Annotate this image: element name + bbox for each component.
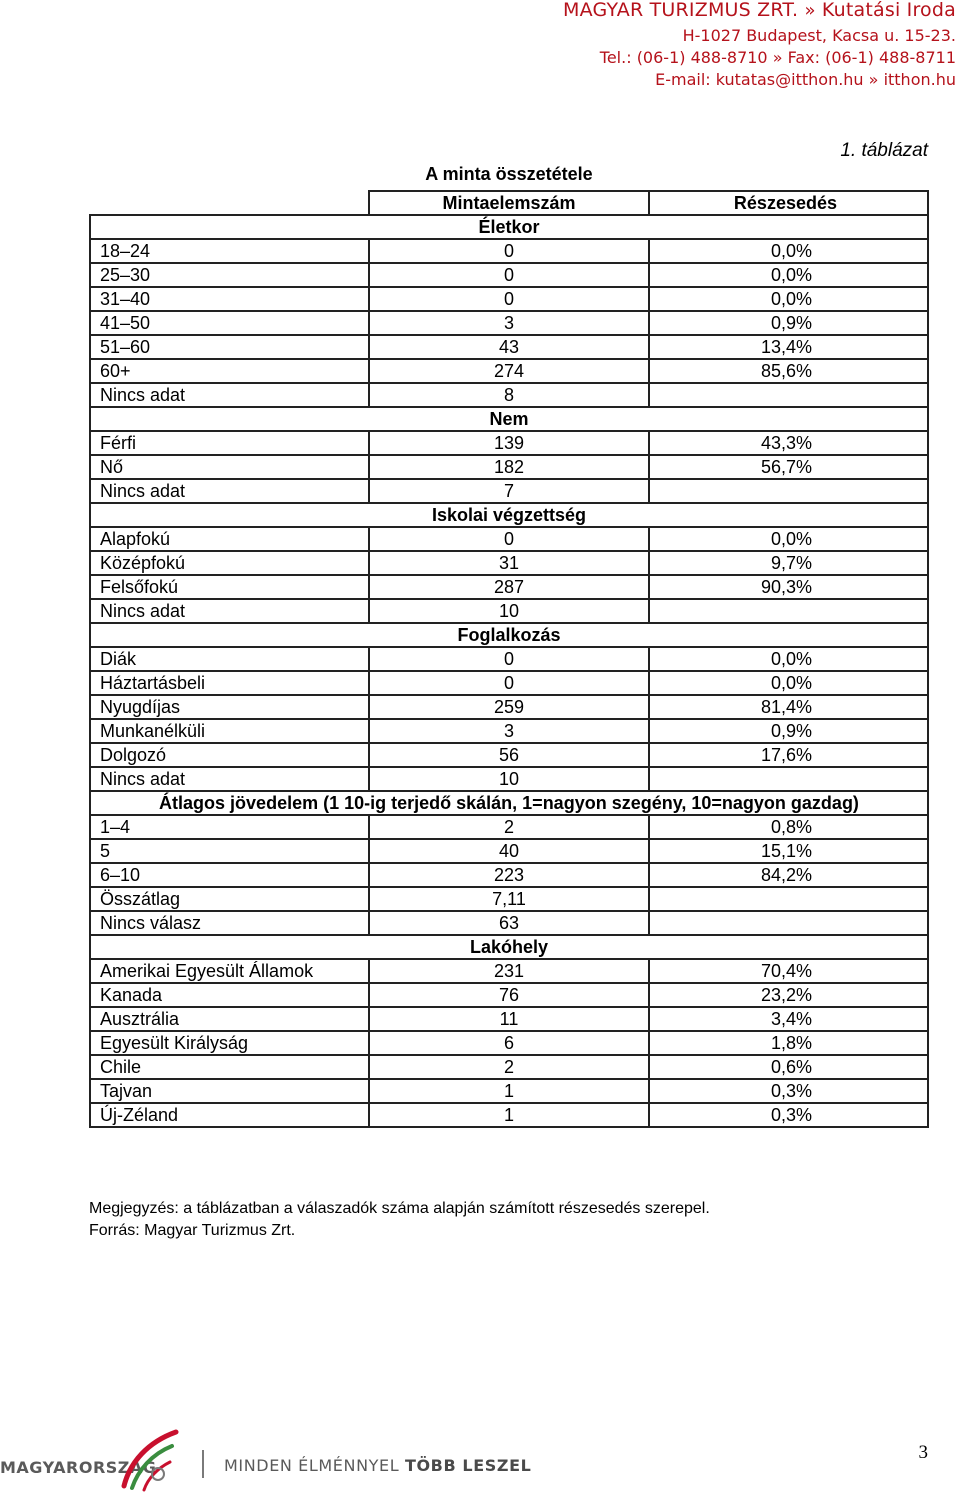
magyarorszag-logo-text: MAGYARORSZÁG xyxy=(0,1458,157,1477)
section-title: Iskolai végzettség xyxy=(90,503,928,527)
table-row xyxy=(90,671,928,695)
row-count: 56 xyxy=(369,743,649,767)
row-share xyxy=(649,383,928,407)
table-header-row xyxy=(90,191,928,215)
address: H-1027 Budapest, Kacsa u. 15-23. xyxy=(682,26,956,45)
table-row xyxy=(90,575,928,599)
table-row xyxy=(90,383,928,407)
section-title: Lakóhely xyxy=(90,935,928,959)
section-header-row xyxy=(90,623,928,647)
header-blank-cell xyxy=(90,191,369,215)
row-count: 2 xyxy=(369,1055,649,1079)
row-share: 0,8% xyxy=(649,815,928,839)
row-count: 31 xyxy=(369,551,649,575)
row-label: 25–30 xyxy=(90,263,369,287)
row-share: 0,0% xyxy=(649,239,928,263)
table-row xyxy=(90,887,928,911)
table-row xyxy=(90,983,928,1007)
table-row xyxy=(90,695,928,719)
table-row xyxy=(90,551,928,575)
table-row xyxy=(90,1007,928,1031)
table-body xyxy=(90,191,928,1127)
row-label: Chile xyxy=(90,1055,369,1079)
row-share xyxy=(649,479,928,503)
table-row xyxy=(90,335,928,359)
row-label: Középfokú xyxy=(90,551,369,575)
row-count: 0 xyxy=(369,671,649,695)
row-label: 51–60 xyxy=(90,335,369,359)
row-share: 85,6% xyxy=(649,359,928,383)
website: itthon.hu xyxy=(883,70,956,89)
row-share: 15,1% xyxy=(649,839,928,863)
row-count: 259 xyxy=(369,695,649,719)
row-share: 84,2% xyxy=(649,863,928,887)
fax: Fax: (06-1) 488-8711 xyxy=(787,48,956,67)
table-row xyxy=(90,599,928,623)
row-count: 3 xyxy=(369,719,649,743)
row-label: Alapfokú xyxy=(90,527,369,551)
row-label: Amerikai Egyesült Államok xyxy=(90,959,369,983)
row-label: Nő xyxy=(90,455,369,479)
row-label: Új-Zéland xyxy=(90,1103,369,1127)
row-label: 6–10 xyxy=(90,863,369,887)
row-share: 17,6% xyxy=(649,743,928,767)
row-label: Dolgozó xyxy=(90,743,369,767)
row-label: Nincs adat xyxy=(90,767,369,791)
section-title: Életkor xyxy=(90,215,928,239)
row-share: 0,0% xyxy=(649,287,928,311)
row-count: 10 xyxy=(369,767,649,791)
slogan-bold: TÖBB LESZEL xyxy=(404,1456,532,1475)
contact-email-web xyxy=(563,69,956,91)
row-share: 0,0% xyxy=(649,671,928,695)
page-footer xyxy=(0,1428,960,1494)
column-header-count: Mintaelemszám xyxy=(369,191,649,215)
table-row xyxy=(90,911,928,935)
row-count: 274 xyxy=(369,359,649,383)
table-note: Megjegyzés: a táblázatban a válaszadók száma alapján számított részesedés szerepel. xyxy=(89,1200,710,1217)
table-row xyxy=(90,647,928,671)
row-share: 0,3% xyxy=(649,1079,928,1103)
table-source: Forrás: Magyar Turizmus Zrt. xyxy=(89,1222,296,1239)
row-label: Nincs adat xyxy=(90,599,369,623)
row-count: 63 xyxy=(369,911,649,935)
slogan-regular: MINDEN ÉLMÉNNYEL xyxy=(224,1456,400,1475)
section-header-row xyxy=(90,215,928,239)
row-count: 0 xyxy=(369,239,649,263)
page-number: 3 xyxy=(918,1442,928,1463)
row-share: 23,2% xyxy=(649,983,928,1007)
table-caption: 1. táblázat xyxy=(840,140,928,161)
row-count: 6 xyxy=(369,1031,649,1055)
section-header-row xyxy=(90,935,928,959)
table-row xyxy=(90,287,928,311)
row-label: Nyugdíjas xyxy=(90,695,369,719)
phone: Tel.: (06-1) 488-8710 xyxy=(599,48,768,67)
row-share: 0,0% xyxy=(649,527,928,551)
row-share: 0,9% xyxy=(649,311,928,335)
company-name: MAGYAR TURIZMUS ZRT. xyxy=(563,0,799,21)
section-title: Átlagos jövedelem (1 10-ig terjedő skálán, 1=nagyon szegény, 10=nagyon gazdag) xyxy=(90,791,928,815)
row-share: 0,6% xyxy=(649,1055,928,1079)
table-row xyxy=(90,839,928,863)
row-share: 90,3% xyxy=(649,575,928,599)
row-label: Összátlag xyxy=(90,887,369,911)
row-label: 60+ xyxy=(90,359,369,383)
row-count: 76 xyxy=(369,983,649,1007)
row-count: 1 xyxy=(369,1079,649,1103)
row-share: 56,7% xyxy=(649,455,928,479)
section-title: Nem xyxy=(90,407,928,431)
section-title: Foglalkozás xyxy=(90,623,928,647)
section-header-row xyxy=(90,407,928,431)
table-row xyxy=(90,1079,928,1103)
row-count: 287 xyxy=(369,575,649,599)
row-label: 18–24 xyxy=(90,239,369,263)
row-count: 40 xyxy=(369,839,649,863)
row-share xyxy=(649,767,928,791)
section-header-row xyxy=(90,791,928,815)
table-row xyxy=(90,263,928,287)
row-label: Nincs válasz xyxy=(90,911,369,935)
row-label: 41–50 xyxy=(90,311,369,335)
contact-phone-fax xyxy=(563,47,956,69)
table-row xyxy=(90,959,928,983)
row-share xyxy=(649,887,928,911)
row-share: 1,8% xyxy=(649,1031,928,1055)
table-row xyxy=(90,1103,928,1127)
table-title: A minta összetétele xyxy=(425,164,593,184)
row-label: Háztartásbeli xyxy=(90,671,369,695)
row-share: 70,4% xyxy=(649,959,928,983)
row-count: 7,11 xyxy=(369,887,649,911)
letterhead-company-line xyxy=(563,0,956,21)
email: E-mail: kutatas@itthon.hu xyxy=(655,70,864,89)
row-count: 1 xyxy=(369,1103,649,1127)
table-row xyxy=(90,311,928,335)
column-header-share: Részesedés xyxy=(649,191,928,215)
table-row xyxy=(90,479,928,503)
row-count: 0 xyxy=(369,287,649,311)
row-label: Kanada xyxy=(90,983,369,1007)
row-label: Tajvan xyxy=(90,1079,369,1103)
table-row xyxy=(90,719,928,743)
division-name: Kutatási Iroda xyxy=(821,0,956,21)
row-label: Diák xyxy=(90,647,369,671)
row-share: 81,4% xyxy=(649,695,928,719)
row-count: 182 xyxy=(369,455,649,479)
table-row xyxy=(90,815,928,839)
row-share xyxy=(649,599,928,623)
row-count: 2 xyxy=(369,815,649,839)
row-count: 10 xyxy=(369,599,649,623)
row-count: 223 xyxy=(369,863,649,887)
row-count: 0 xyxy=(369,647,649,671)
table-row xyxy=(90,743,928,767)
company-separator: » xyxy=(804,0,816,21)
table-notes xyxy=(89,1198,710,1242)
row-count: 43 xyxy=(369,335,649,359)
row-share: 0,3% xyxy=(649,1103,928,1127)
row-count: 3 xyxy=(369,311,649,335)
row-label: Felsőfokú xyxy=(90,575,369,599)
row-label: Ausztrália xyxy=(90,1007,369,1031)
row-label: Munkanélküli xyxy=(90,719,369,743)
row-count: 0 xyxy=(369,263,649,287)
row-count: 231 xyxy=(369,959,649,983)
table-row xyxy=(90,359,928,383)
letterhead xyxy=(563,0,956,91)
row-count: 0 xyxy=(369,527,649,551)
row-share: 3,4% xyxy=(649,1007,928,1031)
contact-separator: » xyxy=(868,70,879,89)
row-share: 43,3% xyxy=(649,431,928,455)
row-label: Nincs adat xyxy=(90,479,369,503)
row-share xyxy=(649,911,928,935)
row-share: 9,7% xyxy=(649,551,928,575)
row-label: 1–4 xyxy=(90,815,369,839)
table-row xyxy=(90,1055,928,1079)
table-row xyxy=(90,239,928,263)
footer-slogan xyxy=(224,1456,531,1475)
contact-separator: » xyxy=(772,48,783,67)
footer-divider xyxy=(202,1450,204,1478)
row-label: Nincs adat xyxy=(90,383,369,407)
row-share: 13,4% xyxy=(649,335,928,359)
row-label: 31–40 xyxy=(90,287,369,311)
row-label: 5 xyxy=(90,839,369,863)
table-row xyxy=(90,1031,928,1055)
row-count: 11 xyxy=(369,1007,649,1031)
table-row xyxy=(90,431,928,455)
row-label: Férfi xyxy=(90,431,369,455)
table-row xyxy=(90,767,928,791)
table-row xyxy=(90,455,928,479)
row-share: 0,0% xyxy=(649,263,928,287)
section-header-row xyxy=(90,503,928,527)
row-count: 7 xyxy=(369,479,649,503)
table-row xyxy=(90,863,928,887)
table-row xyxy=(90,527,928,551)
row-share: 0,0% xyxy=(649,647,928,671)
row-label: Egyesült Királyság xyxy=(90,1031,369,1055)
row-share: 0,9% xyxy=(649,719,928,743)
sample-composition-table xyxy=(89,190,929,1128)
row-count: 139 xyxy=(369,431,649,455)
row-count: 8 xyxy=(369,383,649,407)
magyarorszag-logo-icon xyxy=(118,1428,184,1492)
